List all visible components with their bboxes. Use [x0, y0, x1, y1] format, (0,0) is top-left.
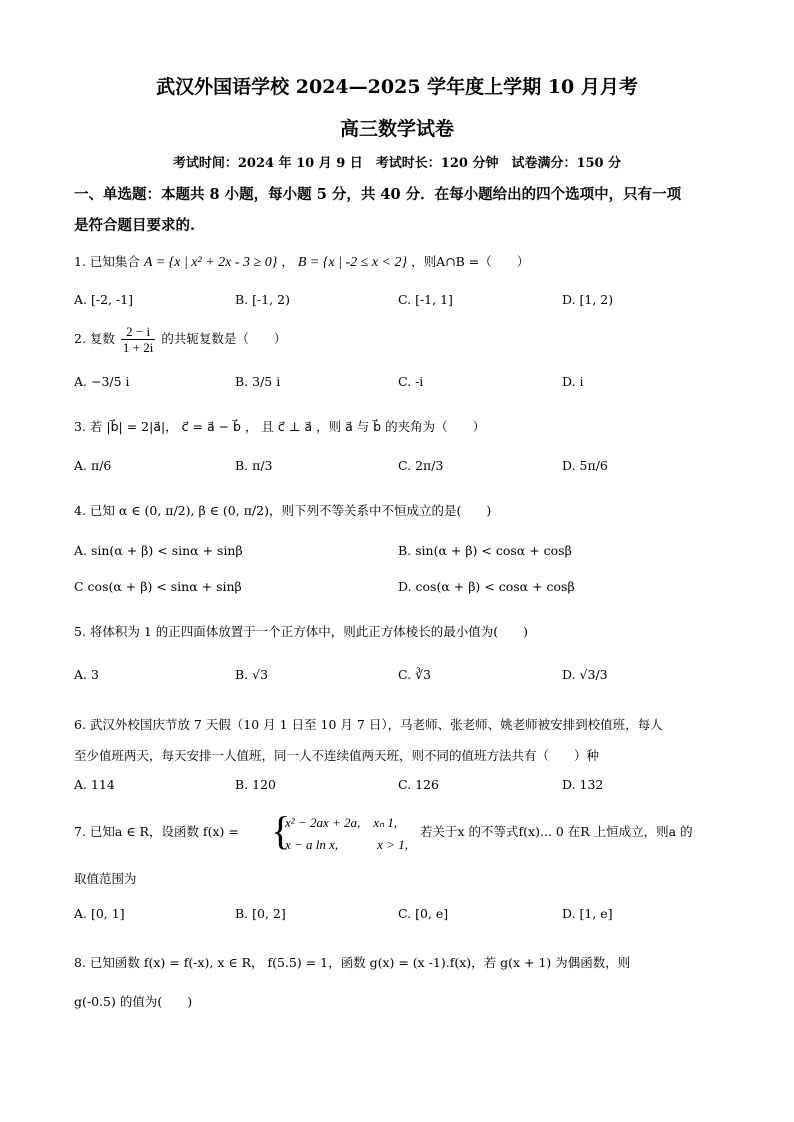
q2-fraction — [121, 324, 155, 355]
q1-option-b: B. [-1, 2) — [235, 292, 290, 307]
q1-set-a: A = {x | x² + 2x - 3 ≥ 0} — [143, 255, 278, 270]
q4-option-a: A. sin(α + β) < sinα + sinβ — [74, 543, 243, 558]
q5-option-b: B. √3 — [235, 667, 269, 682]
question-6-line1: 6. 武汉外校国庆节放 7 天假（10 月 1 日至 10 月 7 日），马老师、张老师、姚老师被安排到校值班，每人 — [74, 717, 663, 732]
q1-option-a: A. [-2, -1] — [74, 292, 134, 307]
q1-set-b: B = {x | -2 ≤ x < 2} — [297, 255, 408, 270]
q2-option-b: B. 3/5 i — [235, 374, 281, 389]
q7-option-d: D. [1, e] — [562, 906, 613, 921]
question-8-line2: g(-0.5) 的值为( ) — [74, 994, 193, 1009]
q1-option-c: C. [-1, 1] — [398, 292, 453, 307]
q4-option-b: B. sin(α + β) < cosα + cosβ — [398, 543, 572, 558]
question-8-line1: 8. 已知函数 f(x) = f(-x), x ∈ R， f(5.5) = 1，函数 g(x) = (x -1).f(x)，若 g(x + 1) 为偶函数，则 — [74, 955, 631, 970]
q5-option-a: A. 3 — [74, 667, 99, 682]
question-6-line2: 至少值班两天，每天安排一人值班，同一人不连续值两天班，则不同的值班方法共有（ ）种 — [74, 748, 600, 763]
exam-title: 武汉外国语学校 2024—2025 学年度上学期 10 月月考 — [156, 76, 638, 98]
q2-tail: 的共轭复数是（ ） — [161, 331, 287, 346]
q1-option-d: D. [1, 2) — [562, 292, 614, 307]
section-heading-line1: 一、单选题：本题共 8 小题，每小题 5 分，共 40 分．在每小题给出的四个选项中，只有一项 — [74, 186, 682, 203]
q4-option-c: C cos(α + β) < sinα + sinβ — [74, 579, 242, 594]
q2-numerator: 2 − i — [121, 324, 155, 340]
question-7-tail: 若关于x 的不等式f(x)... 0 在R 上恒成立，则a 的 — [420, 824, 693, 839]
q7-brace: { — [271, 808, 291, 853]
q6-option-d: D. 132 — [562, 777, 604, 792]
q6-option-c: C. 126 — [398, 777, 439, 792]
q1-lead: 1. 已知集合 — [74, 254, 140, 269]
question-5: 5. 将体积为 1 的正四面体放置于一个正方体中，则此正方体棱长的最小值为( ) — [74, 624, 529, 639]
q3-option-d: D. 5π/6 — [562, 458, 608, 473]
q6-option-a: A. 114 — [74, 777, 115, 792]
q2-option-d: D. i — [562, 374, 584, 389]
question-4: 4. 已知 α ∈ (0, π/2), β ∈ (0, π/2)，则下列不等关系中不恒成立的是( ) — [74, 503, 492, 518]
q3-option-c: C. 2π/3 — [398, 458, 444, 473]
q2-option-a: A. −3/5 i — [74, 374, 130, 389]
q7-case-1: x² − 2ax + 2a, xₙ 1, — [285, 815, 398, 830]
q3-option-a: A. π/6 — [74, 458, 112, 473]
q7-option-c: C. [0, e] — [398, 906, 449, 921]
question-2 — [74, 324, 286, 355]
q5-option-c: C. ∛3 — [398, 667, 431, 682]
q2-option-c: C. -i — [398, 374, 424, 389]
q4-option-d: D. cos(α + β) < cosα + cosβ — [398, 579, 575, 594]
exam-info: 考试时间：2024 年 10 月 9 日 考试时长：120 分钟 试卷满分：150 分 — [172, 156, 622, 171]
question-1 — [74, 252, 529, 271]
section-heading-line2: 是符合题目要求的. — [74, 217, 196, 234]
q2-denominator: 1 + 2i — [122, 340, 154, 355]
question-7-line2: 取值范围为 — [74, 871, 137, 886]
q2-lead: 2. 复数 — [74, 331, 115, 346]
q1-sep: ， — [281, 254, 294, 269]
exam-subtitle: 高三数学试卷 — [339, 118, 454, 140]
q6-option-b: B. 120 — [235, 777, 276, 792]
q7-case-2: x − a ln x, x > 1, — [285, 837, 408, 852]
q3-option-b: B. π/3 — [235, 458, 273, 473]
question-3: 3. 若 |b⃗| = 2|a⃗|， c⃗ = a⃗ − b⃗ ， 且 c⃗ ⊥ a⃗ ，则 a⃗ 与 b⃗ 的夹角为（ ） — [74, 419, 486, 434]
q1-ask: ，则A∩B =（ ） — [411, 254, 530, 269]
q7-option-a: A. [0, 1] — [74, 906, 125, 921]
q7-option-b: B. [0, 2] — [235, 906, 286, 921]
question-7-lead: 7. 已知a ∈ R，设函数 f(x) = — [74, 824, 239, 839]
q5-option-d: D. √3/3 — [562, 667, 608, 682]
